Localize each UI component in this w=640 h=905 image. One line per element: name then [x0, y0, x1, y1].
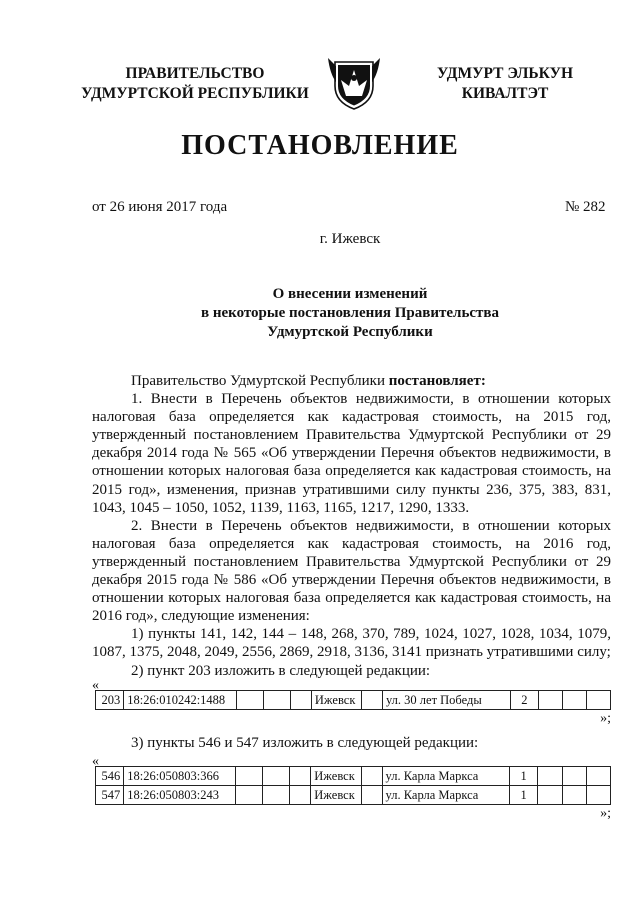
- table-cell: [586, 690, 610, 709]
- open-quote: «: [92, 677, 99, 693]
- subject-line-2: в некоторые постановления Правительства: [200, 305, 500, 321]
- table-cell: [236, 690, 263, 709]
- table-cell: [361, 766, 382, 785]
- table-cell: [235, 785, 262, 804]
- close-quote: »;: [600, 710, 611, 726]
- coat-of-arms-icon: [327, 56, 381, 112]
- paragraph-2: 2. Внести в Перечень объектов недвижимости, в отношении которых налоговая база определяется как кадастровая стоимость, на 2016 год, утвержденный постановлением Правительства Удмуртской Республики от 29 декабря 2015 года № 586 «Об утверждении Перечня объектов недвижимости, в отношении которых налоговая база определяется как кадастровая стоимость, на 2016 год», следующие изменения:: [92, 517, 611, 625]
- table-row: [96, 690, 611, 709]
- table-cell: Ижевск: [311, 690, 361, 709]
- subject-line-1: О внесении изменений: [272, 286, 428, 302]
- government-name-udm: [420, 64, 590, 104]
- table-cell: [538, 766, 562, 785]
- table-row: [96, 766, 611, 785]
- government-line-1: ПРАВИТЕЛЬСТВО: [125, 65, 265, 82]
- table-cell: ул. Карла Маркса: [382, 766, 509, 785]
- table-cell: [290, 785, 311, 804]
- document-city: г. Ижевск: [319, 231, 381, 247]
- table-cell: 18:26:010242:1488: [124, 690, 237, 709]
- table-cell: 547: [96, 785, 124, 804]
- table-cell: 546: [96, 766, 124, 785]
- table-cell: [563, 690, 587, 709]
- table-cell: Ижевск: [311, 766, 361, 785]
- table-cell: 1: [509, 785, 538, 804]
- table-cell: [586, 785, 610, 804]
- table-cell: [262, 766, 289, 785]
- table-cell: [235, 766, 262, 785]
- table-cell: 203: [96, 690, 124, 709]
- government-line-2: УДМУРТСКОЙ РЕСПУБЛИКИ: [81, 85, 309, 102]
- intro-paragraph: [92, 372, 611, 390]
- property-table-2: [95, 766, 611, 805]
- table-cell: 2: [510, 690, 538, 709]
- table-cell: [262, 785, 289, 804]
- table-cell: [362, 690, 383, 709]
- paragraph-2-item-1: 1) пункты 141, 142, 144 – 148, 268, 370, 789, 1024, 1027, 1028, 1034, 1079, 1087, 1375, 2048, 2049, 2556, 2869, 2918, 3136, 3141 признать утратившими силу;: [92, 626, 611, 661]
- table-cell: [562, 766, 586, 785]
- table-cell: [361, 785, 382, 804]
- table-cell: [539, 690, 563, 709]
- government-udm-line-1: УДМУРТ ЭЛЬКУН: [436, 65, 574, 82]
- document-number: № 282: [565, 199, 606, 215]
- intro-bold: постановляет:: [388, 373, 486, 389]
- close-quote-2: »;: [600, 805, 611, 821]
- paragraph-2-item-2: 2) пункт 203 изложить в следующей редакции:: [131, 662, 431, 679]
- table-cell: Ижевск: [311, 785, 361, 804]
- table-cell: 18:26:050803:366: [124, 766, 235, 785]
- table-cell: [263, 690, 290, 709]
- table-cell: [291, 690, 312, 709]
- table-cell: [586, 766, 610, 785]
- table-cell: [538, 785, 562, 804]
- government-udm-line-2: КИВАЛТЭТ: [461, 85, 549, 102]
- table-cell: ул. 30 лет Победы: [382, 690, 510, 709]
- document-date: от 26 июня 2017 года: [92, 199, 228, 215]
- document-subject: [0, 285, 640, 342]
- property-table-1: [95, 690, 611, 710]
- open-quote-2: «: [92, 753, 99, 769]
- paragraph-2-item-3: 3) пункты 546 и 547 изложить в следующей редакции:: [131, 734, 479, 751]
- government-name-ru: [80, 64, 310, 104]
- intro-text: Правительство Удмуртской Республики: [131, 373, 389, 389]
- table-cell: ул. Карла Маркса: [382, 785, 509, 804]
- subject-line-3: Удмуртской Республики: [267, 324, 433, 340]
- table-cell: [290, 766, 311, 785]
- document-title: ПОСТАНОВЛЕНИЕ: [181, 130, 459, 161]
- table-cell: [562, 785, 586, 804]
- table-cell: 1: [509, 766, 538, 785]
- table-cell: 18:26:050803:243: [124, 785, 235, 804]
- paragraph-1: 1. Внести в Перечень объектов недвижимости, в отношении которых налоговая база определяется как кадастровая стоимость, на 2015 год, утвержденный постановлением Правительства Удмуртской Республики от 29 декабря 2014 года № 565 «Об утверждении Перечня объектов недвижимости, в отношении которых налоговая база определяется как кадастровая стоимость, на 2015 год», изменения, признав утратившими силу пункты 236, 375, 383, 831, 1043, 1045 – 1050, 1052, 1139, 1163, 1165, 1217, 1290, 1333.: [92, 391, 611, 516]
- table-row: [96, 785, 611, 804]
- document-body: [92, 372, 611, 823]
